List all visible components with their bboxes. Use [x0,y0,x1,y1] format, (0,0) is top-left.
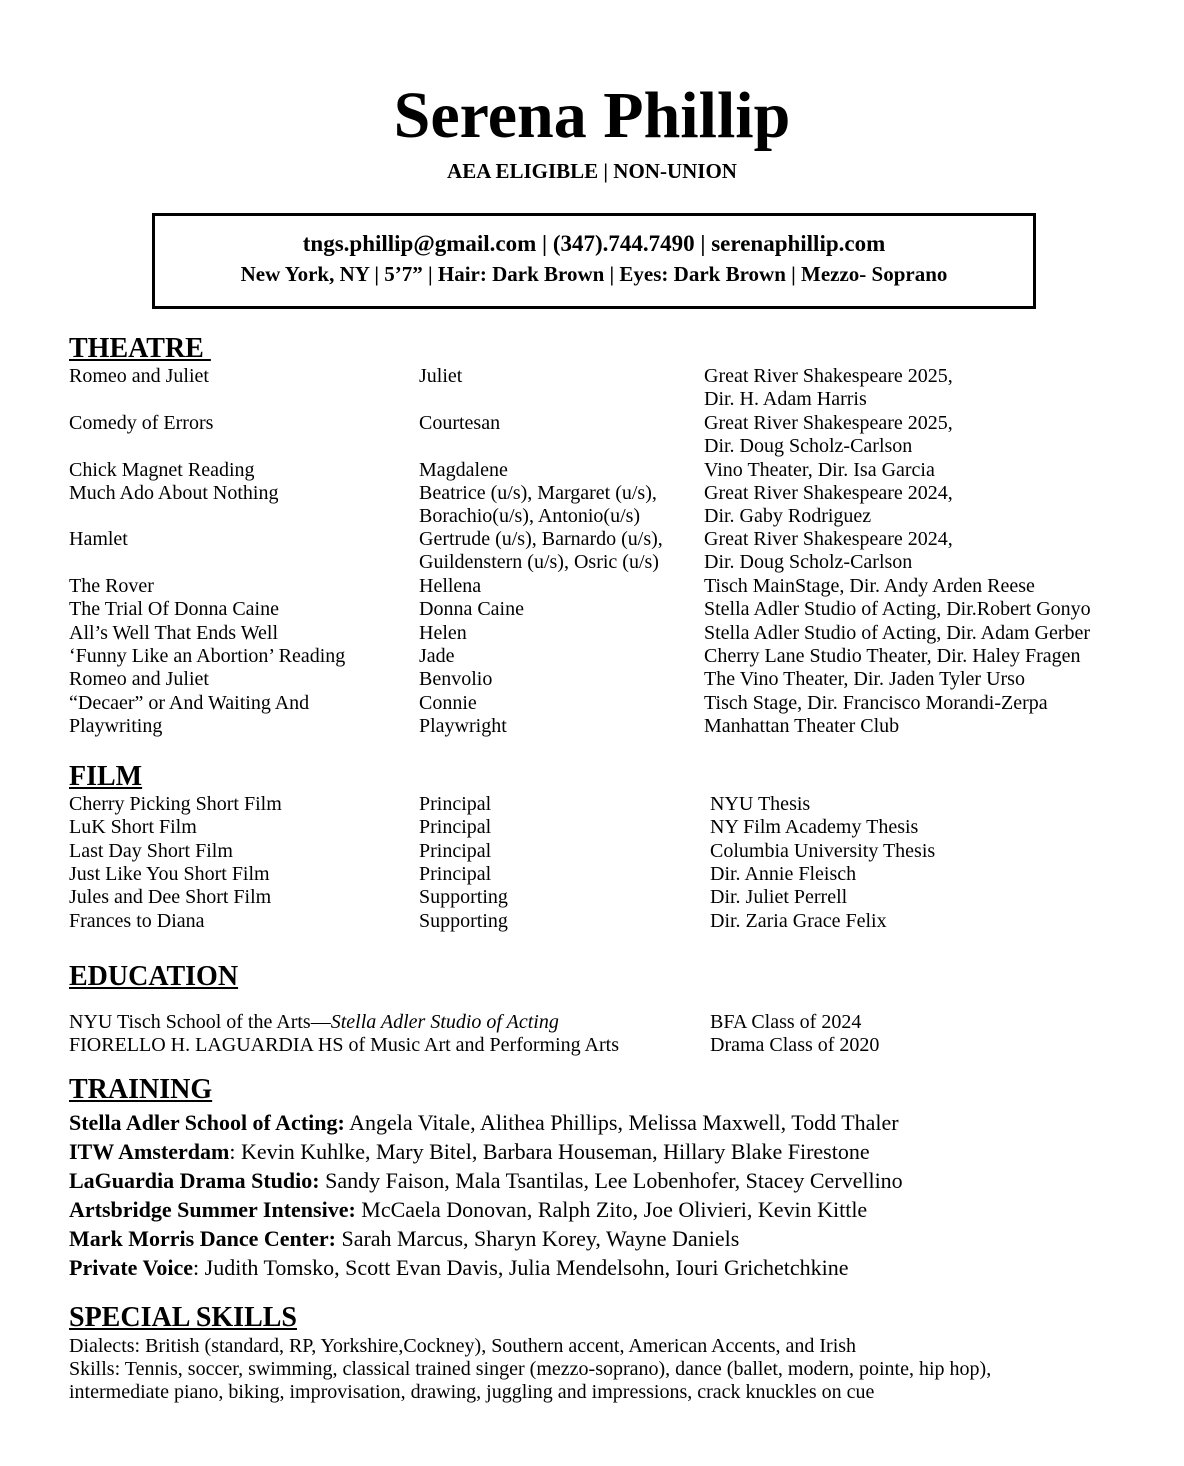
actor-name: Serena Phillip [393,79,791,152]
section-heading-special-skills: SPECIAL SKILLS [69,1302,297,1333]
section-heading-education: EDUCATION [69,961,239,992]
film-role: Supporting [419,886,508,908]
theatre-title: Chick Magnet Reading [69,459,255,481]
education-school [69,1011,559,1034]
theatre-title: The Rover [69,575,154,597]
theatre-venue: Manhattan Theater Club [704,715,900,737]
theatre-venue: Stella Adler Studio of Acting, Dir. Adam Gerber [704,622,1091,644]
training-item [69,1224,739,1253]
theatre-title: “Decaer” or And Waiting And [69,692,310,714]
union-status: AEA ELIGIBLE | NON-UNION [447,159,737,183]
school-name: NYU Tisch School of the Arts— [69,1011,331,1033]
section-heading-theatre: THEATRE [69,333,211,364]
program-name: Stella Adler Studio of Acting [330,1011,559,1033]
film-credit: NY Film Academy Thesis [710,816,919,838]
training-label: Stella Adler School of Acting: [69,1110,345,1135]
theatre-role: Helen [419,622,467,644]
training-label: Artsbridge Summer Intensive: [69,1197,356,1222]
theatre-role: Jade [419,645,455,667]
training-item [69,1137,870,1166]
theatre-venue: Great River Shakespeare 2025, Dir. H. Adam Harris [704,365,953,411]
film-role: Principal [419,793,492,815]
theatre-title: Much Ado About Nothing [69,482,279,504]
theatre-venue: Cherry Lane Studio Theater, Dir. Haley Fragen [704,645,1081,667]
theatre-title: Romeo and Juliet [69,365,209,387]
training-item [69,1195,867,1224]
training-teachers: Sarah Marcus, Sharyn Korey, Wayne Daniels [335,1226,740,1251]
film-credit: Dir. Juliet Perrell [710,886,848,908]
training-label: ITW Amsterdam [69,1139,230,1164]
film-title: Cherry Picking Short Film [69,793,282,815]
film-role: Supporting [419,910,508,932]
contact-box [152,213,1036,309]
theatre-venue: The Vino Theater, Dir. Jaden Tyler Urso [704,668,1025,690]
film-role: Principal [419,816,492,838]
training-teachers: Sandy Faison, Mala Tsantilas, Lee Lobenhofer, Stacey Cervellino [319,1168,903,1193]
theatre-venue: Great River Shakespeare 2024, Dir. Gaby Rodriguez [704,482,953,528]
training-label: Private Voice [69,1255,194,1280]
training-label: Mark Morris Dance Center: [69,1226,336,1251]
training-item [69,1108,899,1137]
section-heading-training: TRAINING [69,1074,213,1105]
film-credit: Dir. Zaria Grace Felix [710,910,887,932]
training-teachers: Angela Vitale, Alithea Phillips, Melissa Maxwell, Todd Thaler [344,1110,899,1135]
training-teachers: : Kevin Kuhlke, Mary Bitel, Barbara Houseman, Hillary Blake Firestone [229,1139,870,1164]
film-role: Principal [419,840,492,862]
theatre-venue: Vino Theater, Dir. Isa Garcia [704,459,935,481]
theatre-role: Donna Caine [419,598,524,620]
training-teachers: : Judith Tomsko, Scott Evan Davis, Julia Mendelsohn, Iouri Grichetchkine [193,1255,849,1280]
training-item [69,1253,849,1282]
theatre-role: Gertrude (u/s), Barnardo (u/s), Guildenstern (u/s), Osric (u/s) [419,528,663,574]
theatre-title: All’s Well That Ends Well [69,622,278,644]
theatre-venue: Great River Shakespeare 2025, Dir. Doug Scholz-Carlson [704,412,953,458]
training-label: LaGuardia Drama Studio: [69,1168,320,1193]
theatre-venue: Tisch Stage, Dir. Francisco Morandi-Zerpa [704,692,1048,714]
theatre-venue: Stella Adler Studio of Acting, Dir.Robert Gonyo [704,598,1091,620]
skills-text-line1: Skills: Tennis, soccer, swimming, classical trained singer (mezzo-soprano), dance (ballet, modern, pointe, hip hop), [69,1358,992,1380]
theatre-role: Magdalene [419,459,508,481]
film-title: LuK Short Film [69,816,197,838]
dialects-text: Dialects: British (standard, RP, Yorkshire,Cockney), Southern accent, American Accents, and Irish [69,1335,857,1357]
theatre-title: Romeo and Juliet [69,668,209,690]
theatre-title: Comedy of Errors [69,412,214,434]
theatre-role: Playwright [419,715,507,737]
theatre-role: Juliet [419,365,463,387]
theatre-title: Playwriting [69,715,163,737]
training-teachers: McCaela Donovan, Ralph Zito, Joe Olivieri, Kevin Kittle [355,1197,868,1222]
theatre-role: Hellena [419,575,482,597]
film-credit: NYU Thesis [710,793,811,815]
film-title: Last Day Short Film [69,840,233,862]
theatre-title: ‘Funny Like an Abortion’ Reading [69,645,346,667]
theatre-role: Courtesan [419,412,501,434]
education-detail: BFA Class of 2024 [710,1011,862,1033]
theatre-venue: Great River Shakespeare 2024, Dir. Doug Scholz-Carlson [704,528,953,574]
education-detail: Drama Class of 2020 [710,1034,880,1056]
film-title: Frances to Diana [69,910,205,932]
theatre-venue: Tisch MainStage, Dir. Andy Arden Reese [704,575,1035,597]
theatre-role: Beatrice (u/s), Margaret (u/s), Borachio(u/s), Antonio(u/s) [419,482,657,528]
theatre-title: The Trial Of Donna Caine [69,598,279,620]
film-title: Jules and Dee Short Film [69,886,272,908]
section-heading-film: FILM [69,761,143,792]
film-credit: Dir. Annie Fleisch [710,863,857,885]
film-credit: Columbia University Thesis [710,840,936,862]
contact-info: tngs.phillip@gmail.com | (347).744.7490 | serenaphillip.com [302,231,886,256]
theatre-title: Hamlet [69,528,128,550]
theatre-role: Connie [419,692,477,714]
training-item [69,1166,903,1195]
theatre-role: Benvolio [419,668,493,690]
education-school: FIORELLO H. LAGUARDIA HS of Music Art and Performing Arts [69,1034,619,1056]
film-role: Principal [419,863,492,885]
skills-text-line2: intermediate piano, biking, improvisation, drawing, juggling and impressions, crack knuckles on cue [69,1381,875,1403]
physical-details: New York, NY | 5’7” | Hair: Dark Brown | Eyes: Dark Brown | Mezzo- Soprano [240,262,948,286]
film-title: Just Like You Short Film [69,863,270,885]
